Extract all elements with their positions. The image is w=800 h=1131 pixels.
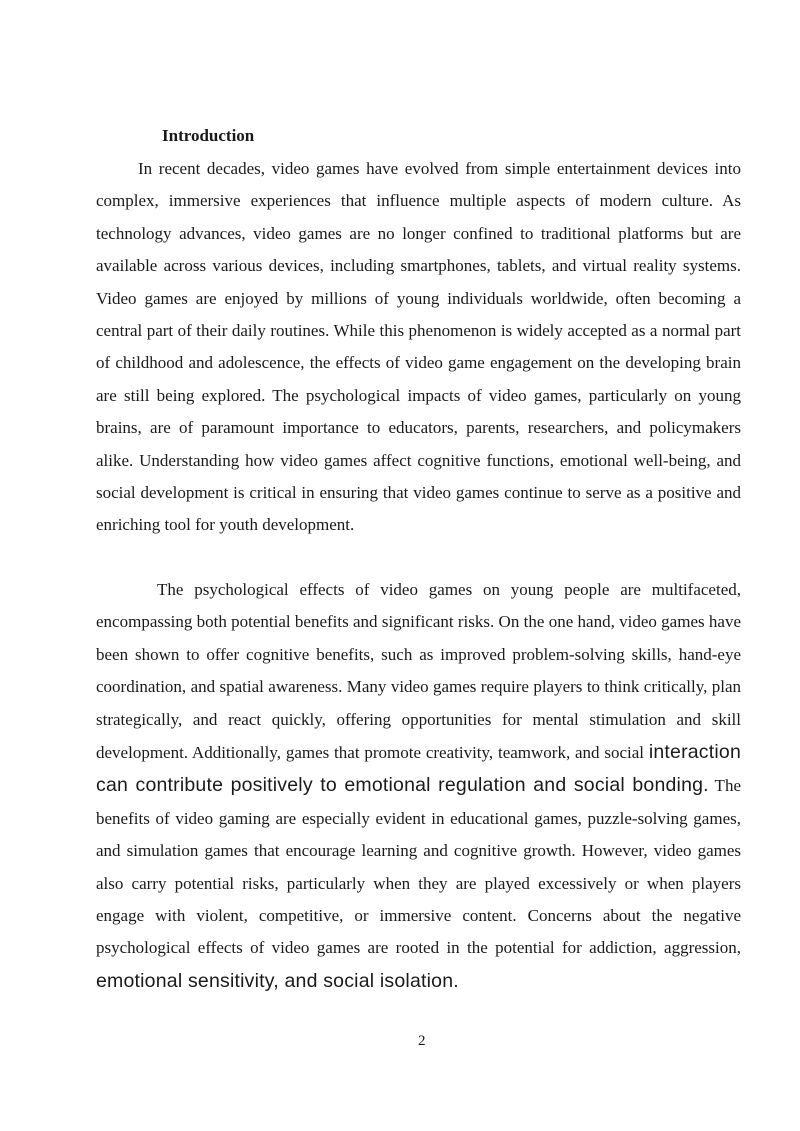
paragraph-effects-text-a: The psychological effects of video games on young people are multifaceted, encompassing both potential benefits and significant risks. On the one hand, video games have been shown to offer cognitive benefits, such as improved problem-solving skills, hand-eye coordination, and spatial awareness. Many video games require players to think critically, plan strategically, and react quickly, offering opportunities for mental stimulation and skill development. Additionally, games that promote creativity, teamwork, and social bbox=[96, 580, 741, 763]
section-heading: Introduction bbox=[162, 126, 255, 145]
paragraph-effects-text-b: interaction can contribute positively to emotional regulation and social bonding. bbox=[96, 741, 741, 797]
paragraph-effects bbox=[96, 574, 741, 998]
paragraph-introduction: In recent decades, video games have evolved from simple entertainment devices into complex, immersive experiences that influence multiple aspects of modern culture. As technology advances, video games are no longer confined to traditional platforms but are available across various devices, including smartphones, tablets, and virtual reality systems. Video games are enjoyed by millions of young individuals worldwide, often becoming a central part of their daily routines. While this phenomenon is widely accepted as a normal part of childhood and adolescence, the effects of video game engagement on the developing brain are still being explored. The psychological impacts of video games, particularly on young brains, are of paramount importance to educators, parents, researchers, and policymakers alike. Understanding how video games affect cognitive functions, emotional well-being, and social development is critical in ensuring that video games continue to serve as a positive and enriching tool for youth development. bbox=[96, 159, 741, 535]
paragraph-effects-text-c: The benefits of video gaming are especially evident in educational games, puzzle-solving games, and simulation games that encourage learning and cognitive growth. However, video games also carry potential risks, particularly when they are played excessively or when players engage with violent, competitive, or immersive content. Concerns about the negative psychological effects of video games are rooted in the potential for addiction, aggression, bbox=[96, 776, 741, 958]
page-number: 2 bbox=[418, 1033, 426, 1049]
paragraph-effects-text-d: emotional sensitivity, and social isolation. bbox=[96, 969, 459, 992]
